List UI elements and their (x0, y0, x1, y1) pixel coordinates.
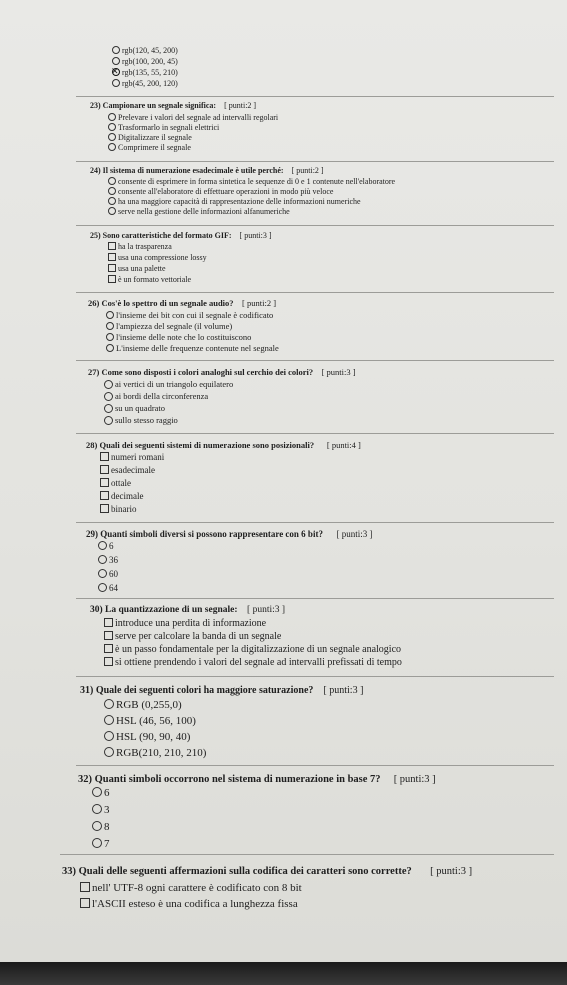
radio-button[interactable] (112, 46, 120, 54)
q22-option-1[interactable] (112, 47, 178, 55)
radio-button[interactable] (92, 838, 102, 848)
radio-button[interactable] (106, 344, 114, 352)
option-label: usa una palette (118, 264, 166, 273)
radio-button[interactable] (104, 416, 113, 425)
question-title: 24) Il sistema di numerazione esadecimale è utile perché: [ punti:2 ] (90, 166, 324, 175)
option-label: consente di esprimere in forma sintetica le sequenze di 0 e 1 contenute nell'elaboratore (118, 177, 396, 186)
radio-button[interactable] (98, 541, 107, 550)
radio-button[interactable] (108, 113, 116, 121)
option-label: 36 (109, 555, 118, 565)
q25-option-2[interactable] (108, 254, 207, 262)
radio-button[interactable] (106, 322, 114, 330)
question-title: 23) Campionare un segnale significa: [ punti:2 ] (90, 101, 257, 110)
q28-option-1[interactable] (100, 453, 164, 462)
q28-option-3[interactable] (100, 479, 131, 488)
radio-button[interactable] (108, 187, 116, 195)
q31-option-2[interactable] (104, 716, 196, 727)
separator (60, 854, 554, 855)
option-label: binario (111, 504, 137, 514)
q30-option-2[interactable] (104, 632, 281, 642)
option-label: usa una compressione lossy (118, 253, 207, 262)
option-label: su un quadrato (115, 403, 166, 413)
option-label: Comprimere il segnale (118, 143, 191, 152)
option-label: L'insieme delle frequenze contenute nel segnale (116, 343, 279, 353)
checkbox[interactable] (104, 631, 113, 640)
radio-button[interactable] (104, 404, 113, 413)
q23-option-1[interactable] (108, 114, 278, 122)
option-label: rgb(100, 200, 45) (122, 57, 178, 66)
radio-button[interactable] (98, 583, 107, 592)
option-label: l'insieme delle note che lo costituiscono (116, 332, 252, 342)
option-label: rgb(45, 200, 120) (122, 79, 178, 88)
question-points: [ punti:3 ] (321, 367, 356, 377)
q23-option-4[interactable] (108, 144, 191, 152)
radio-button[interactable] (106, 311, 114, 319)
option-label: RGB (0,255,0) (116, 699, 182, 711)
option-label: HSL (90, 90, 40) (116, 731, 191, 743)
option-label: RGB(210, 210, 210) (116, 747, 207, 759)
q26-option-2[interactable] (106, 322, 232, 331)
q29-option-3[interactable] (98, 570, 118, 579)
q25-option-4[interactable] (108, 276, 191, 284)
q30-option-3[interactable] (104, 645, 401, 655)
question-title: 27) Come sono disposti i colori analoghi sul cerchio dei colori? [ punti:3 ] (88, 367, 356, 377)
q33-option-1[interactable] (80, 883, 302, 894)
option-label: sullo stesso raggio (115, 415, 178, 425)
q22-option-4[interactable] (112, 80, 178, 88)
option-label: 64 (109, 583, 118, 593)
question-points: [ punti:3 ] (393, 774, 436, 785)
q27-option-3[interactable] (104, 404, 165, 414)
radio-button-selected[interactable] (112, 68, 120, 76)
q27-option-2[interactable] (104, 392, 208, 402)
question-points: [ punti:2 ] (224, 101, 257, 110)
question-points: [ punti:4 ] (326, 440, 361, 450)
radio-button[interactable] (104, 392, 113, 401)
option-label: esadecimale (111, 465, 155, 475)
q26-option-1[interactable] (106, 311, 273, 320)
q32-option-1[interactable] (92, 788, 110, 799)
option-label: decimale (111, 491, 144, 501)
checkbox[interactable] (80, 898, 90, 908)
question-title: 31) Quale dei seguenti colori ha maggiore saturazione? [ punti:3 ] (80, 685, 364, 696)
radio-button[interactable] (108, 207, 116, 215)
radio-button[interactable] (112, 79, 120, 87)
q32-option-2[interactable] (92, 805, 110, 816)
radio-button[interactable] (92, 787, 102, 797)
q33-option-2[interactable] (80, 899, 298, 910)
q29-option-2[interactable] (98, 556, 118, 565)
option-label: ha una maggiore capacità di rappresentazione delle informazioni numeriche (118, 197, 361, 206)
option-label: 6 (104, 787, 110, 799)
option-label: HSL (46, 56, 100) (116, 715, 196, 727)
option-label: numeri romani (111, 452, 165, 462)
question-points: [ punti:3 ] (336, 529, 373, 539)
question-points: [ punti:3 ] (239, 231, 272, 240)
radio-button[interactable] (112, 57, 120, 65)
separator (76, 161, 554, 162)
option-label: Digitalizzare il segnale (118, 133, 192, 142)
q27-option-4[interactable] (104, 416, 178, 426)
question-points: [ punti:2 ] (291, 166, 324, 175)
q23-option-2[interactable] (108, 124, 219, 132)
question-points: [ punti:3 ] (323, 685, 364, 696)
q32-option-3[interactable] (92, 822, 110, 833)
separator (76, 676, 554, 677)
separator (76, 96, 554, 97)
q28-option-4[interactable] (100, 492, 143, 501)
radio-button[interactable] (104, 731, 114, 741)
question-title: 25) Sono caratteristiche del formato GIF: [ punti:3 ] (90, 231, 272, 240)
q31-option-4[interactable] (104, 748, 206, 759)
checkbox[interactable] (108, 242, 116, 250)
checkbox[interactable] (100, 504, 109, 513)
radio-button[interactable] (104, 715, 114, 725)
scan-bottom-border (0, 962, 567, 985)
q26-option-3[interactable] (106, 333, 251, 342)
q23-option-3[interactable] (108, 134, 192, 142)
checkbox[interactable] (80, 882, 90, 892)
q30-option-4[interactable] (104, 658, 402, 668)
option-label: è un passo fondamentale per la digitalizzazione di un segnale analogico (115, 644, 402, 655)
option-label: l'ASCII esteso è una codifica a lunghezza fissa (92, 898, 298, 910)
option-label: l'insieme dei bit con cui il segnale è codificato (116, 310, 274, 320)
question-points: [ punti:3 ] (247, 605, 286, 615)
checkbox[interactable] (100, 478, 109, 487)
checkbox[interactable] (104, 644, 113, 653)
radio-button[interactable] (104, 699, 114, 709)
question-title: 32) Quanti simboli occorrono nel sistema di numerazione in base 7? [ punti:3 ] (78, 774, 436, 785)
separator (76, 292, 554, 293)
option-label: 8 (104, 821, 110, 833)
option-label: nell' UTF-8 ogni carattere è codificato con 8 bit (92, 882, 302, 894)
checkbox[interactable] (104, 657, 113, 666)
radio-button[interactable] (108, 133, 116, 141)
option-label: 7 (104, 838, 110, 850)
question-title: 28) Quali dei seguenti sistemi di numerazione sono posizionali? [ punti:4 ] (86, 440, 361, 450)
option-label: ai vertici di un triangolo equilatero (115, 379, 234, 389)
option-label: serve per calcolare la banda di un segnale (115, 631, 282, 642)
option-label: rgb(135, 55, 210) (122, 68, 178, 77)
question-title: 29) Quanti simboli diversi si possono rappresentare con 6 bit? [ punti:3 ] (86, 529, 373, 539)
separator (76, 433, 554, 434)
checkbox[interactable] (100, 491, 109, 500)
q24-option-3[interactable] (108, 198, 361, 206)
separator (76, 522, 554, 523)
radio-button[interactable] (108, 197, 116, 205)
question-title: 33) Quali delle seguenti affermazioni sulla codifica dei caratteri sono corrette? [ punti:3 ] (62, 866, 473, 877)
radio-button[interactable] (108, 143, 116, 151)
checkbox[interactable] (100, 465, 109, 474)
radio-button[interactable] (92, 821, 102, 831)
option-label: l'ampiezza del segnale (il volume) (116, 321, 233, 331)
option-label: è un formato vettoriale (118, 275, 192, 284)
q24-option-1[interactable] (108, 178, 395, 186)
q29-option-1[interactable] (98, 542, 114, 551)
option-label: ottale (111, 478, 131, 488)
q29-option-4[interactable] (98, 584, 118, 593)
checkbox[interactable] (108, 253, 116, 261)
q27-option-1[interactable] (104, 380, 233, 390)
q28-option-2[interactable] (100, 466, 155, 475)
option-label: consente all'elaboratore di effettuare operazioni in modo più veloce (118, 187, 334, 196)
radio-button[interactable] (98, 555, 107, 564)
option-label: serve nella gestione delle informazioni alfanumeriche (118, 207, 290, 216)
checkbox[interactable] (100, 452, 109, 461)
q25-option-3[interactable] (108, 265, 166, 273)
q28-option-5[interactable] (100, 505, 137, 514)
radio-button[interactable] (108, 123, 116, 131)
q25-option-1[interactable] (108, 243, 172, 251)
option-label: 60 (109, 569, 118, 579)
question-title: 26) Cos'è lo spettro di un segnale audio? [ punti:2 ] (88, 298, 277, 308)
q24-option-2[interactable] (108, 188, 333, 196)
q31-option-1[interactable] (104, 700, 182, 711)
question-title: 30) La quantizzazione di un segnale: [ punti:3 ] (90, 605, 286, 615)
separator (76, 765, 554, 766)
radio-button[interactable] (108, 177, 116, 185)
option-label: 6 (109, 541, 114, 551)
checkbox[interactable] (108, 275, 116, 283)
q26-option-4[interactable] (106, 344, 279, 353)
checkbox[interactable] (108, 264, 116, 272)
radio-button[interactable] (98, 569, 107, 578)
separator (76, 225, 554, 226)
q24-option-4[interactable] (108, 208, 290, 216)
handwritten-x-mark: ✕ (111, 66, 119, 77)
option-label: ha la trasparenza (118, 242, 172, 251)
option-label: ai bordi della circonferenza (115, 391, 209, 401)
question-points: [ punti:2 ] (242, 298, 277, 308)
q32-option-4[interactable] (92, 839, 110, 850)
option-label: rgb(120, 45, 200) (122, 46, 178, 55)
option-label: Trasformarlo in segnali elettrici (118, 123, 220, 132)
option-label: si ottiene prendendo i valori del segnale ad intervalli prefissati di tempo (115, 657, 402, 668)
separator (76, 598, 554, 599)
q31-option-3[interactable] (104, 732, 190, 743)
question-points: [ punti:3 ] (430, 866, 473, 877)
radio-button[interactable] (106, 333, 114, 341)
q22-option-3[interactable] (111, 66, 178, 77)
radio-button[interactable] (104, 747, 114, 757)
separator (76, 360, 554, 361)
radio-button[interactable] (92, 804, 102, 814)
q30-option-1[interactable] (104, 619, 266, 629)
q22-option-2[interactable] (112, 58, 178, 66)
option-label: introduce una perdita di informazione (115, 618, 267, 629)
option-label: 3 (104, 804, 110, 816)
checkbox[interactable] (104, 618, 113, 627)
option-label: Prelevare i valori del segnale ad intervalli regolari (118, 113, 279, 122)
radio-button[interactable] (104, 380, 113, 389)
